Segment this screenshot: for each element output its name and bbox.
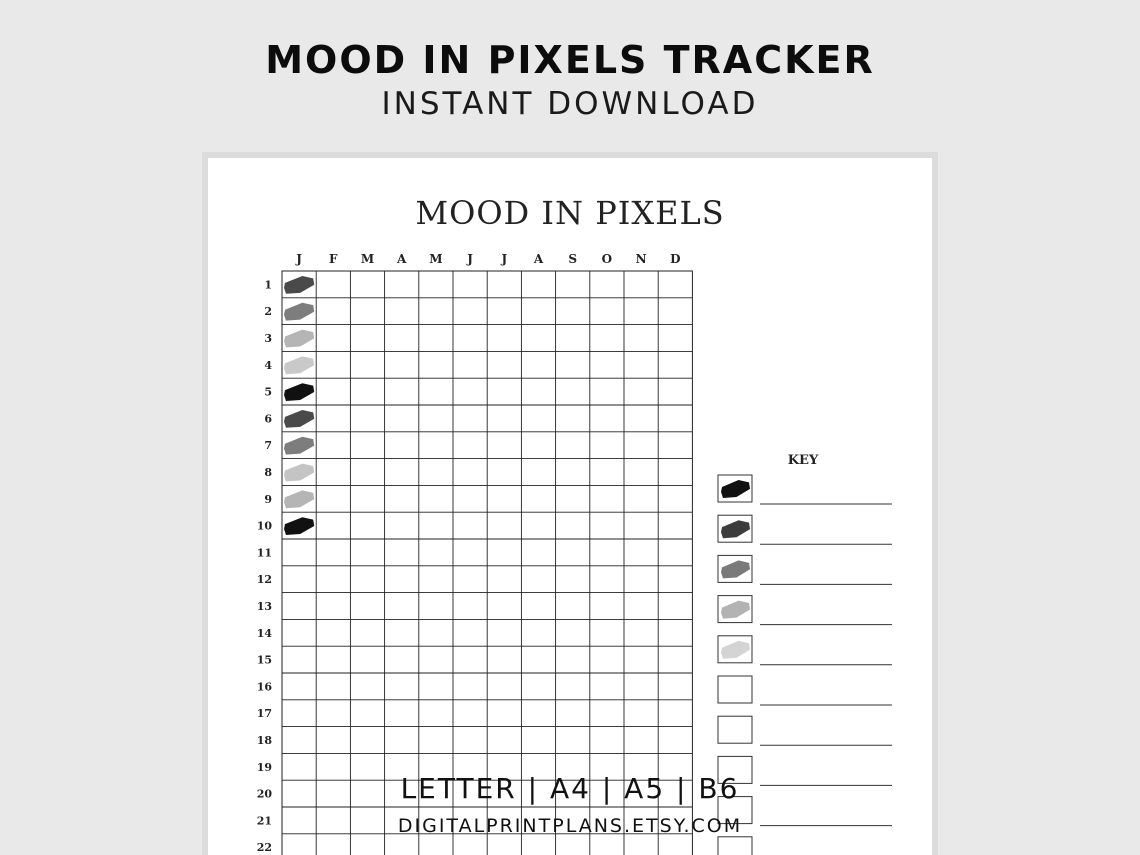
month-label: O — [601, 252, 613, 266]
month-label: M — [360, 252, 375, 266]
day-label: 6 — [264, 412, 272, 426]
day-label: 18 — [256, 734, 272, 747]
month-label: J — [467, 252, 473, 266]
key-swatch-box — [718, 716, 752, 743]
mood-pixel-jan-2 — [284, 303, 314, 321]
sheet-title: MOOD IN PIXELS — [415, 194, 725, 232]
mood-pixel-jan-4-fill — [284, 356, 314, 374]
key-label: KEY — [787, 453, 819, 468]
key-swatch-fill — [721, 520, 750, 538]
key-swatch-fill-fill — [721, 641, 750, 659]
month-label: D — [670, 252, 681, 266]
mood-pixel-jan-3-fill — [284, 330, 314, 348]
month-label: A — [533, 252, 544, 266]
page-subtitle: INSTANT DOWNLOAD — [381, 86, 759, 122]
day-label: 14 — [256, 626, 272, 640]
printable-sheet-preview — [202, 152, 938, 855]
mood-grid — [208, 158, 932, 855]
mood-pixel-jan-5-fill — [284, 383, 314, 401]
key-swatch-fill-fill — [721, 560, 750, 578]
day-label: 16 — [256, 680, 272, 694]
mood-pixel-jan-4 — [284, 356, 314, 374]
mood-pixel-jan-6-fill — [284, 410, 314, 428]
paper-sizes-text: LETTER | A4 | A5 | B6 — [400, 772, 740, 805]
mood-pixel-jan-7 — [284, 437, 314, 455]
day-label: 20 — [256, 787, 272, 801]
key-swatch-fill — [721, 601, 750, 619]
month-label: M — [429, 252, 443, 266]
mood-pixel-jan-8-fill — [284, 464, 314, 482]
day-label: 2 — [264, 305, 272, 319]
day-label: 7 — [264, 439, 272, 453]
day-label: 22 — [256, 841, 272, 855]
day-label: 12 — [256, 573, 272, 587]
day-label: 13 — [256, 600, 272, 613]
key-swatch-fill — [721, 560, 750, 578]
mood-pixel-jan-9-fill — [284, 490, 314, 508]
mood-pixel-jan-8 — [284, 464, 314, 482]
day-label: 8 — [264, 466, 272, 479]
month-label: S — [568, 252, 578, 266]
mood-pixel-jan-1 — [284, 276, 314, 294]
day-label: 3 — [264, 332, 272, 345]
key-swatch-box — [718, 676, 752, 703]
month-label: J — [501, 252, 508, 266]
month-label: F — [329, 252, 338, 266]
day-label: 17 — [256, 707, 272, 721]
month-label: J — [296, 252, 302, 266]
day-label: 21 — [256, 814, 272, 828]
day-label: 11 — [256, 546, 272, 560]
sheet-page — [208, 158, 932, 855]
day-label: 1 — [264, 278, 272, 292]
key-swatch-fill-fill — [721, 480, 750, 498]
day-label: 9 — [264, 492, 272, 506]
key-swatch-fill-fill — [721, 601, 750, 619]
day-label: 10 — [256, 519, 272, 533]
mood-pixel-jan-10-fill — [284, 517, 314, 535]
page-title: MOOD IN PIXELS TRACKER — [265, 38, 875, 82]
day-label: 5 — [264, 385, 272, 399]
mood-pixel-jan-5 — [284, 383, 314, 401]
month-label: A — [397, 252, 407, 266]
mood-pixel-jan-10 — [284, 517, 314, 535]
mood-pixel-jan-9 — [284, 490, 314, 508]
key-swatch-fill — [721, 641, 750, 659]
shop-url-text: DIGITALPRINTPLANS.ETSY.COM — [397, 815, 743, 837]
key-swatch-fill — [721, 480, 750, 498]
mood-pixel-jan-1-fill — [284, 276, 314, 294]
day-label: 19 — [256, 760, 272, 774]
mood-pixel-jan-3 — [284, 330, 314, 348]
month-label: N — [635, 252, 647, 266]
key-swatch-fill-fill — [721, 520, 750, 538]
mood-pixel-jan-2-fill — [284, 303, 314, 321]
mood-pixel-jan-6 — [284, 410, 314, 428]
day-label: 15 — [256, 653, 272, 667]
key-swatch-box — [718, 837, 752, 855]
day-label: 4 — [264, 358, 272, 372]
mood-pixel-jan-7-fill — [284, 437, 314, 455]
